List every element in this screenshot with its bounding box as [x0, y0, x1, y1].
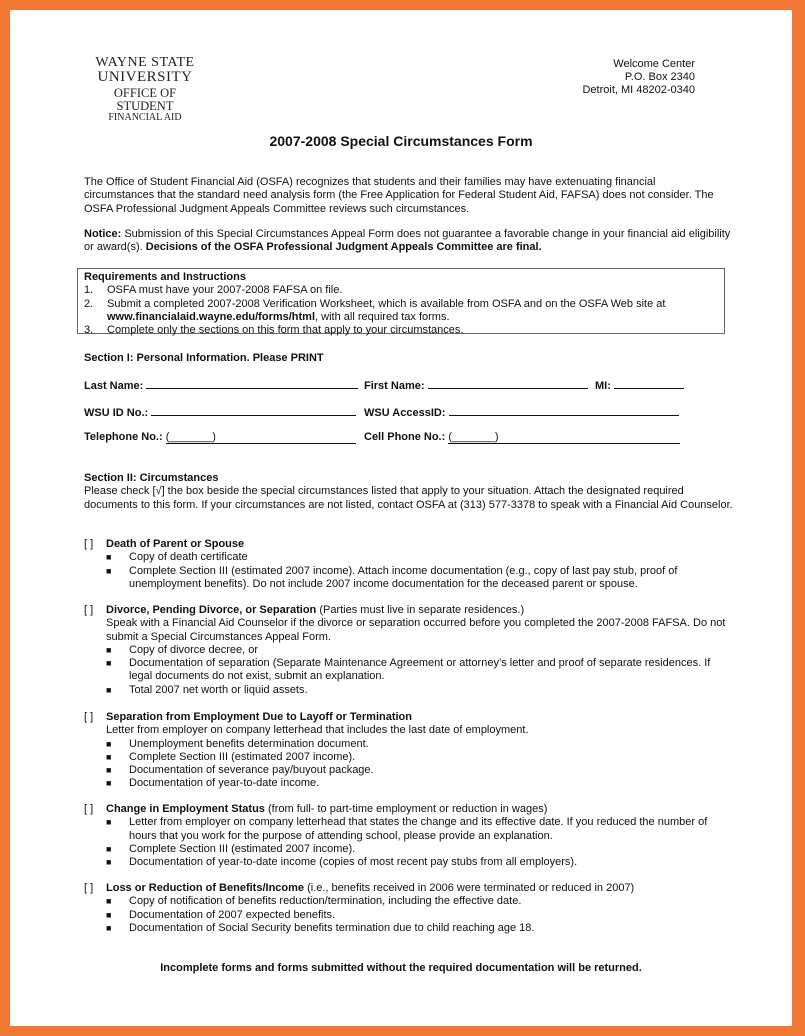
address-line: Detroit, MI 48202-0340	[582, 84, 695, 96]
footer-warning: Incomplete forms and forms submitted without the required documentation will be returned.	[160, 962, 642, 974]
checkbox[interactable]: [ ]	[84, 803, 94, 815]
document-page	[10, 10, 792, 1026]
cell-label: Cell Phone No.: (_______)	[364, 431, 680, 444]
wsu-logo	[90, 56, 200, 123]
bullet-item: ■ Total 2007 net worth or liquid assets.	[106, 683, 308, 696]
requirements-box	[77, 268, 725, 337]
logo-line: WAYNE STATE	[95, 55, 195, 70]
last-name-field[interactable]	[146, 378, 358, 389]
intro-paragraph	[84, 176, 724, 216]
bullet-item: ■ Documentation of year-to-date income (copies of most recent pay stubs from all employers).	[106, 856, 578, 869]
wsu-id-label: WSU ID No.:	[84, 405, 356, 419]
wsu-id-field[interactable]	[151, 405, 356, 416]
requirement-item: 2. Submit a completed 2007-2008 Verification Worksheet, which is available from OSFA and on the OSFA Web site at www.financialaid.wayne.edu/forms/html, with all required tax forms.	[84, 297, 666, 323]
checkbox[interactable]: [ ]	[84, 711, 94, 723]
requirement-item: 3. Complete only the sections on this form that apply to your circumstances.	[84, 324, 464, 337]
notice-label: Notice:	[84, 228, 122, 240]
web-link[interactable]: www.financialaid.wayne.edu/forms/html	[107, 310, 316, 323]
mi-label: MI:	[595, 378, 684, 392]
circumstance-employment-change: [ ] Change in Employment Status (from full- to part-time employment or reduction in wages) ■ Letter from employer on company letterhead that states the change and its effective date. If you reduced the number of hours that you work for the purpose of attending school, please provide an explanation. ■ Complete Section III (estimated 2007 income). ■ Documentation of year-to-date income (copies of most recent pay stubs from all employers).	[84, 803, 724, 869]
circumstance-benefits-loss: [ ] Loss or Reduction of Benefits/Income (i.e., benefits received in 2006 were terminated or reduced in 2007) ■ Copy of notification of benefits reduction/termination, including the effective date. ■ Documentation of 2007 expected benefits. ■ Documentation of Social Security benefits termination due to child reaching age 18.	[84, 882, 724, 935]
form-title: 2007-2008 Special Circumstances Form	[269, 133, 533, 149]
notice-bold: Decisions of the OSFA Professional Judgment Appeals Committee are final.	[145, 241, 542, 254]
cell-field[interactable]: (_______)	[448, 431, 680, 444]
telephone-label: Telephone No.: (_______)	[84, 431, 356, 444]
bullet-item: ■ Documentation of severance pay/buyout package.	[106, 764, 374, 777]
bullet-item: ■ Complete Section III (estimated 2007 income).	[106, 750, 356, 763]
section2-intro: Please check [√] the box beside the special circumstances listed that apply to your situation. Attach the designated required documents to this form. If your circumstances are not listed, contact OSFA at (313) 577-3378 to speak with a Financial Aid Counselor.	[84, 485, 733, 511]
logo-line: OFFICE OF STUDENT	[113, 86, 177, 113]
telephone-field[interactable]: (_______)	[166, 431, 356, 444]
circumstance-death: [ ] Death of Parent or Spouse ■ Copy of death certificate ■ Complete Section III (estimated 2007 income). Attach income documentation (e.g., copy of last pay stub, proof of unemployment benefits). Do not include 2007 income documentation for the deceased parent or spouse.	[84, 538, 724, 591]
bullet-item: ■ Copy of divorce decree, or	[106, 643, 259, 656]
circumstance-divorce: [ ] Divorce, Pending Divorce, or Separation (Parties must live in separate residences.) Speak with a Financial Aid Counselor if the divorce or separation occurred before you completed the 2007-2008 FAFSA. Do not submit a Special Circumstances Appeal Form. ■ Copy of divorce decree, or ■ Documentation of separation (Separate Maintenance Agreement or attorney’s letter and proof of separate residences. If legal documents do not exist, submit an explanation. ■ Total 2007 net worth or liquid assets.	[84, 604, 734, 697]
intro-text: The Office of Student Financial Aid (OSFA) recognizes that students and their families may have extenuating financial circumstances that the standard need analysis form (the Free Application for Federal Student Aid, FAFSA) does not consider. The OSFA Professional Judgment Appeals Committee reviews such circumstances.	[84, 176, 714, 215]
logo-line: FINANCIAL AID	[108, 112, 182, 123]
notice-text: Submission of this Special Circumstances Appeal Form does not guarantee a favorable change in your financial aid eligibility or award(s).	[84, 228, 731, 254]
bullet-item: ■ Copy of death certificate	[106, 551, 248, 564]
first-name-label: First Name:	[364, 378, 588, 392]
address-line: Welcome Center	[613, 58, 695, 70]
address-line: P.O. Box 2340	[624, 71, 695, 83]
wsu-access-label: WSU AccessID:	[364, 405, 679, 419]
checkbox[interactable]: [ ]	[84, 882, 94, 894]
bullet-item: ■ Documentation of year-to-date income.	[106, 777, 320, 790]
circumstance-layoff: [ ] Separation from Employment Due to Layoff or Termination Letter from employer on company letterhead that includes the last date of employment. ■ Unemployment benefits determination document. ■ Complete Section III (estimated 2007 income). ■ Documentation of severance pay/buyout package. ■ Documentation of year-to-date income.	[84, 711, 724, 791]
bullet-item: ■ Documentation of 2007 expected benefits.	[106, 908, 336, 921]
bullet-item: ■ Complete Section III (estimated 2007 income). Attach income documentation (e.g., copy of last pay stub, proof of unemployment benefits). Do not include 2007 income documentation for the deceased parent or spouse.	[106, 564, 678, 590]
bullet-item: ■ Letter from employer on company letterhead that states the change and its effective date. If you reduced the number of hours that you work for the purpose of attending school, please provide an explanation.	[106, 816, 708, 842]
section2-block	[84, 472, 734, 512]
checkbox[interactable]: [ ]	[84, 538, 94, 550]
checkbox[interactable]: [ ]	[84, 604, 94, 616]
office-address	[582, 58, 695, 97]
requirement-item: 1. OSFA must have your 2007-2008 FAFSA on file.	[84, 284, 343, 297]
bullet-item: ■ Unemployment benefits determination document.	[106, 737, 369, 750]
bullet-item: ■ Copy of notification of benefits reduction/termination, including the effective date.	[106, 895, 522, 908]
mi-field[interactable]	[614, 378, 684, 389]
first-name-field[interactable]	[428, 378, 588, 389]
logo-line: UNIVERSITY	[97, 69, 193, 85]
bullet-item: ■ Documentation of separation (Separate Maintenance Agreement or attorney’s letter and proof of separate residences. If legal documents do not exist, submit an explanation.	[106, 657, 711, 683]
notice-paragraph	[84, 228, 734, 255]
bullet-item: ■ Complete Section III (estimated 2007 income).	[106, 842, 356, 855]
section1-heading: Section I: Personal Information. Please PRINT	[84, 352, 324, 364]
wsu-access-field[interactable]	[449, 405, 679, 416]
last-name-label: Last Name:	[84, 378, 358, 392]
section2-heading: Section II: Circumstances	[84, 472, 219, 484]
requirements-heading: Requirements and Instructions	[84, 271, 246, 283]
bullet-item: ■ Documentation of Social Security benefits termination due to child reaching age 18.	[106, 921, 535, 934]
